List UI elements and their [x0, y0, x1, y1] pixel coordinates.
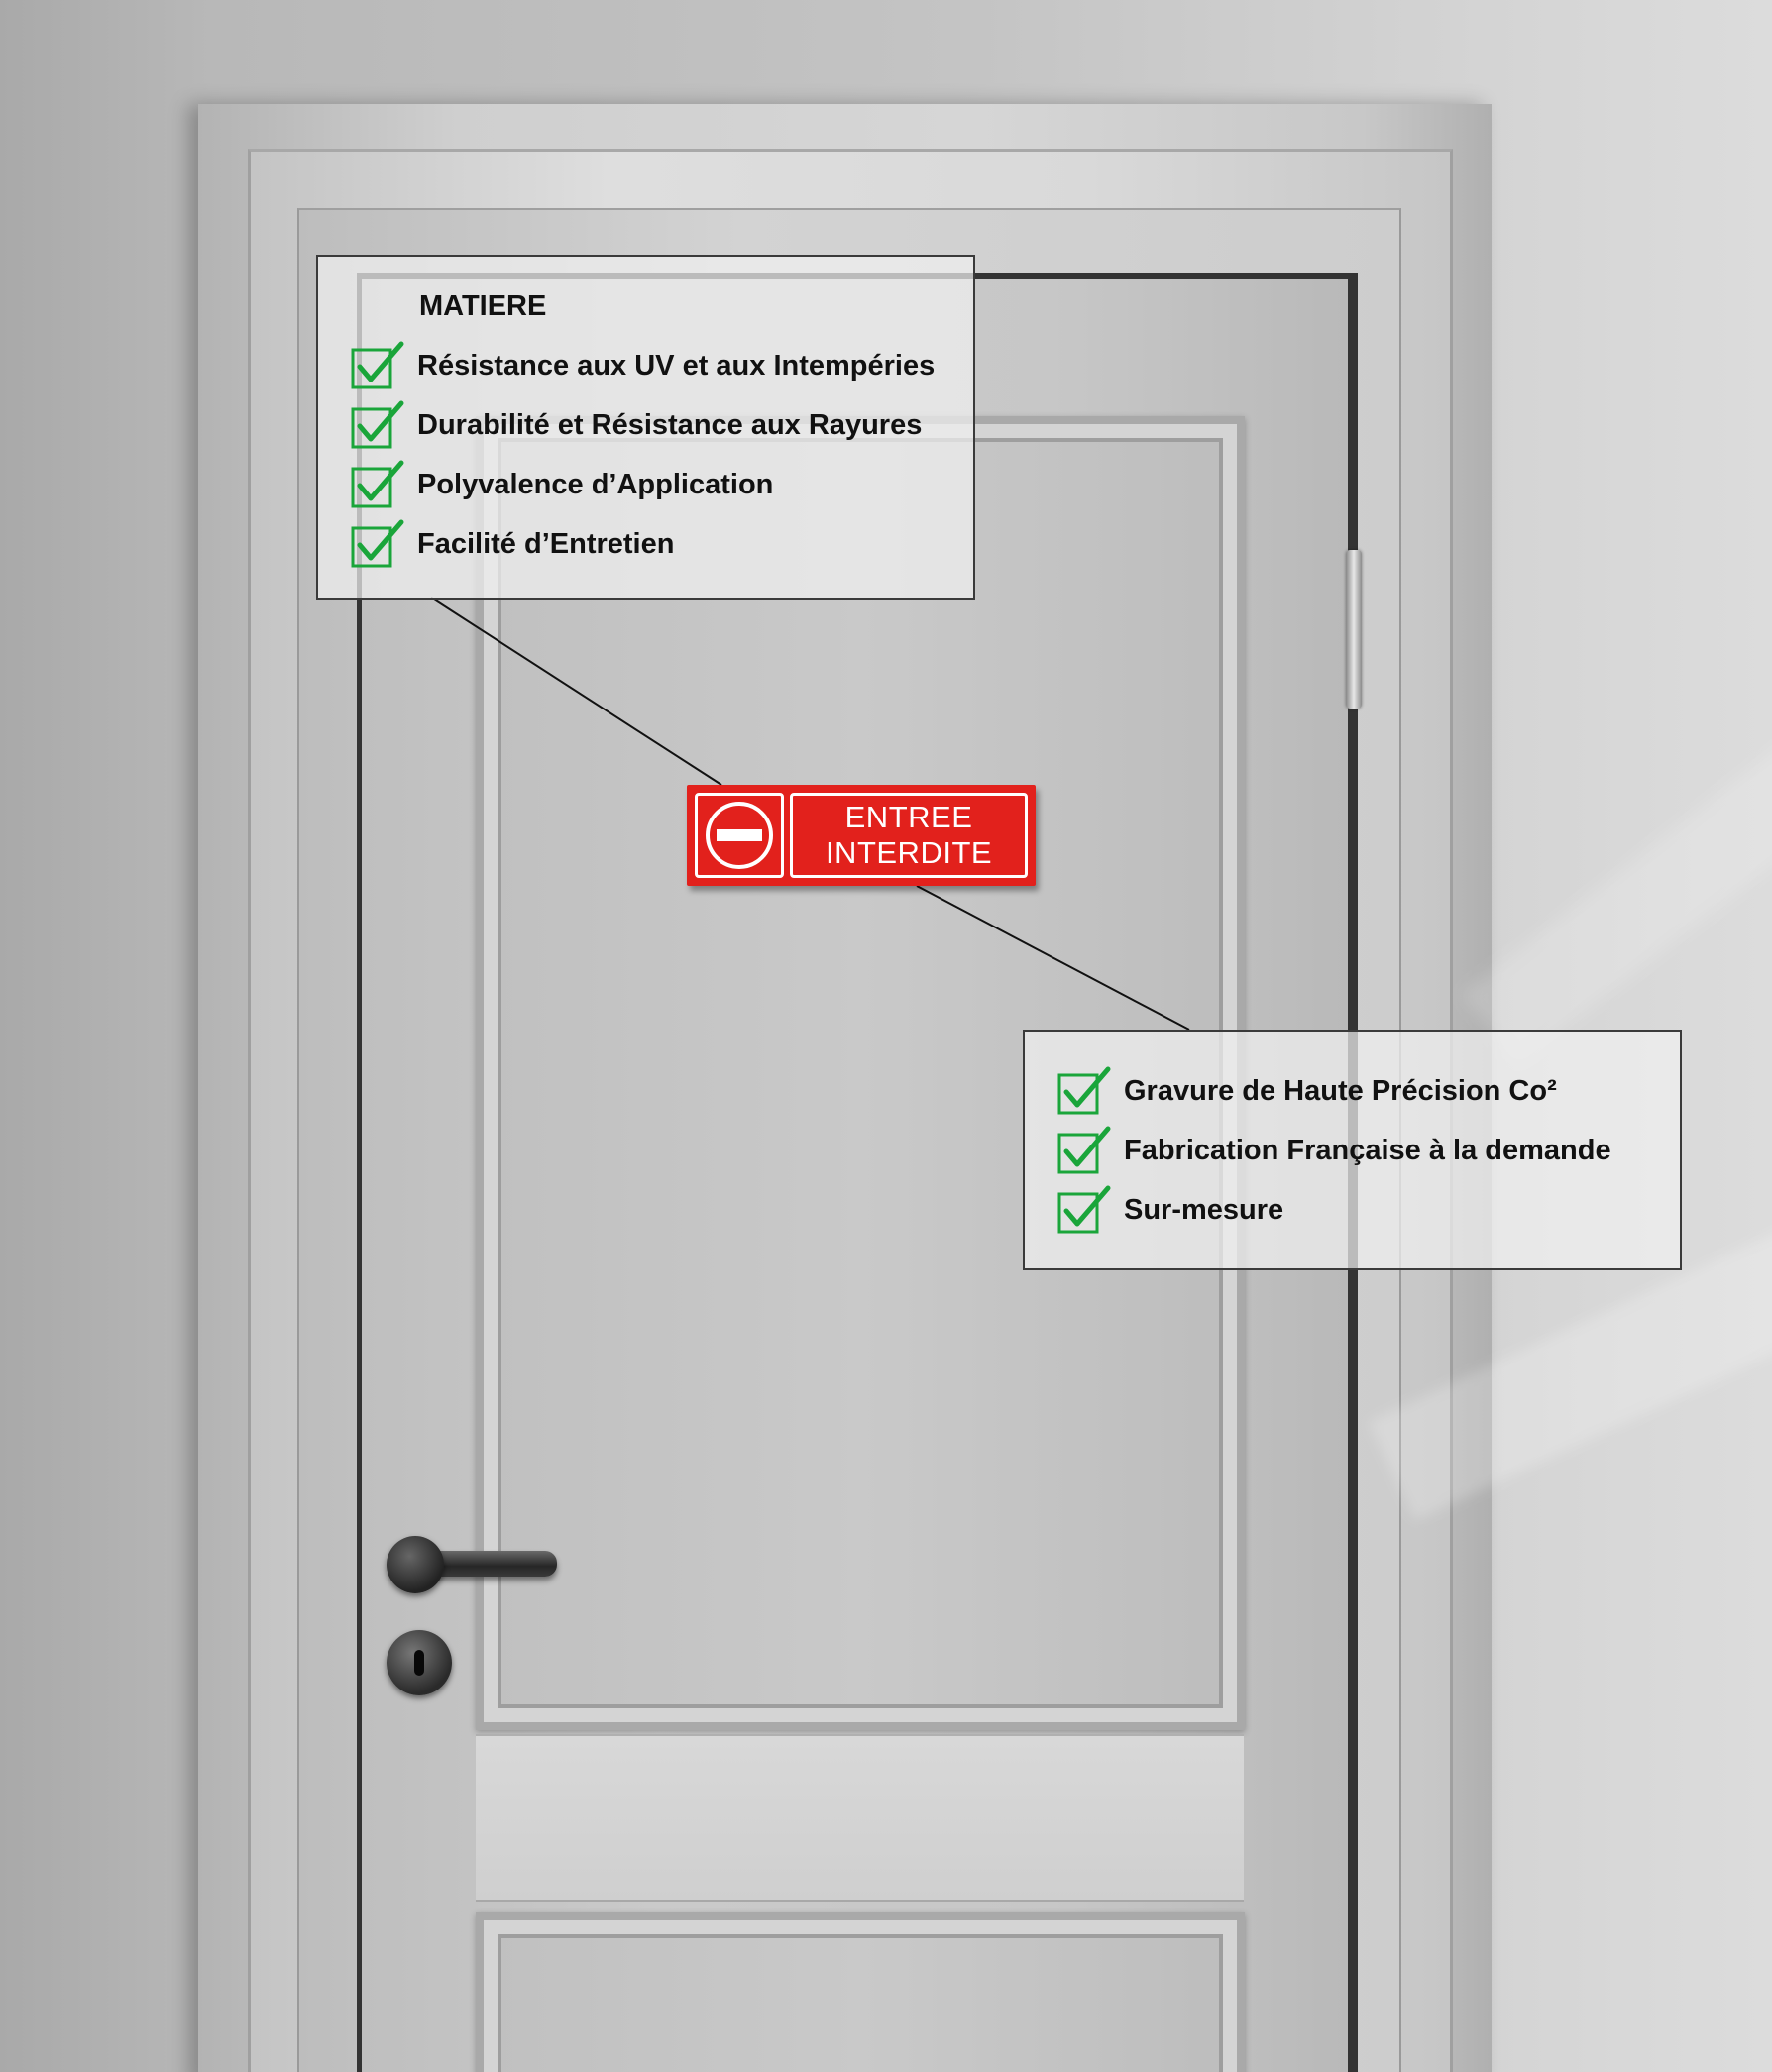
- list-item: [350, 336, 953, 395]
- info-box-title: MATIERE: [419, 290, 547, 322]
- list-item: [1056, 1180, 1660, 1240]
- list-item: [350, 395, 953, 455]
- list-item-label: Facilité d’Entretien: [417, 527, 675, 560]
- list-item: [350, 455, 953, 514]
- check-icon: [1056, 1126, 1112, 1175]
- check-icon: [350, 519, 405, 569]
- sign-text-frame: [790, 793, 1028, 878]
- connector-line-top: [431, 598, 721, 785]
- check-icon: [1056, 1066, 1112, 1116]
- list-item: [350, 514, 953, 574]
- list-item: [1056, 1061, 1660, 1121]
- sign-icon-frame: [695, 793, 784, 878]
- list-item-label: Résistance aux UV et aux Intempéries: [417, 349, 936, 382]
- list-item: [1056, 1121, 1660, 1180]
- no-entry-icon: [704, 800, 775, 871]
- sign-text-line-1: ENTREE: [844, 800, 973, 834]
- list-item-label: Gravure de Haute Précision Co²: [1124, 1074, 1557, 1107]
- check-icon: [1056, 1185, 1112, 1235]
- check-icon: [350, 400, 405, 450]
- sign-text-line-2: INTERDITE: [825, 835, 993, 870]
- list-item-label: Sur-mesure: [1124, 1193, 1284, 1226]
- entree-interdite-sign: [687, 785, 1036, 886]
- connector-line-bottom: [917, 886, 1189, 1030]
- list-item-label: Fabrication Française à la demande: [1124, 1134, 1611, 1166]
- info-box-fabrication: [1023, 1030, 1682, 1270]
- check-icon: [350, 341, 405, 390]
- list-item-label: Durabilité et Résistance aux Rayures: [417, 408, 923, 441]
- list-item-label: Polyvalence d’Application: [417, 468, 774, 500]
- check-icon: [350, 460, 405, 509]
- info-box-matiere: [316, 255, 975, 600]
